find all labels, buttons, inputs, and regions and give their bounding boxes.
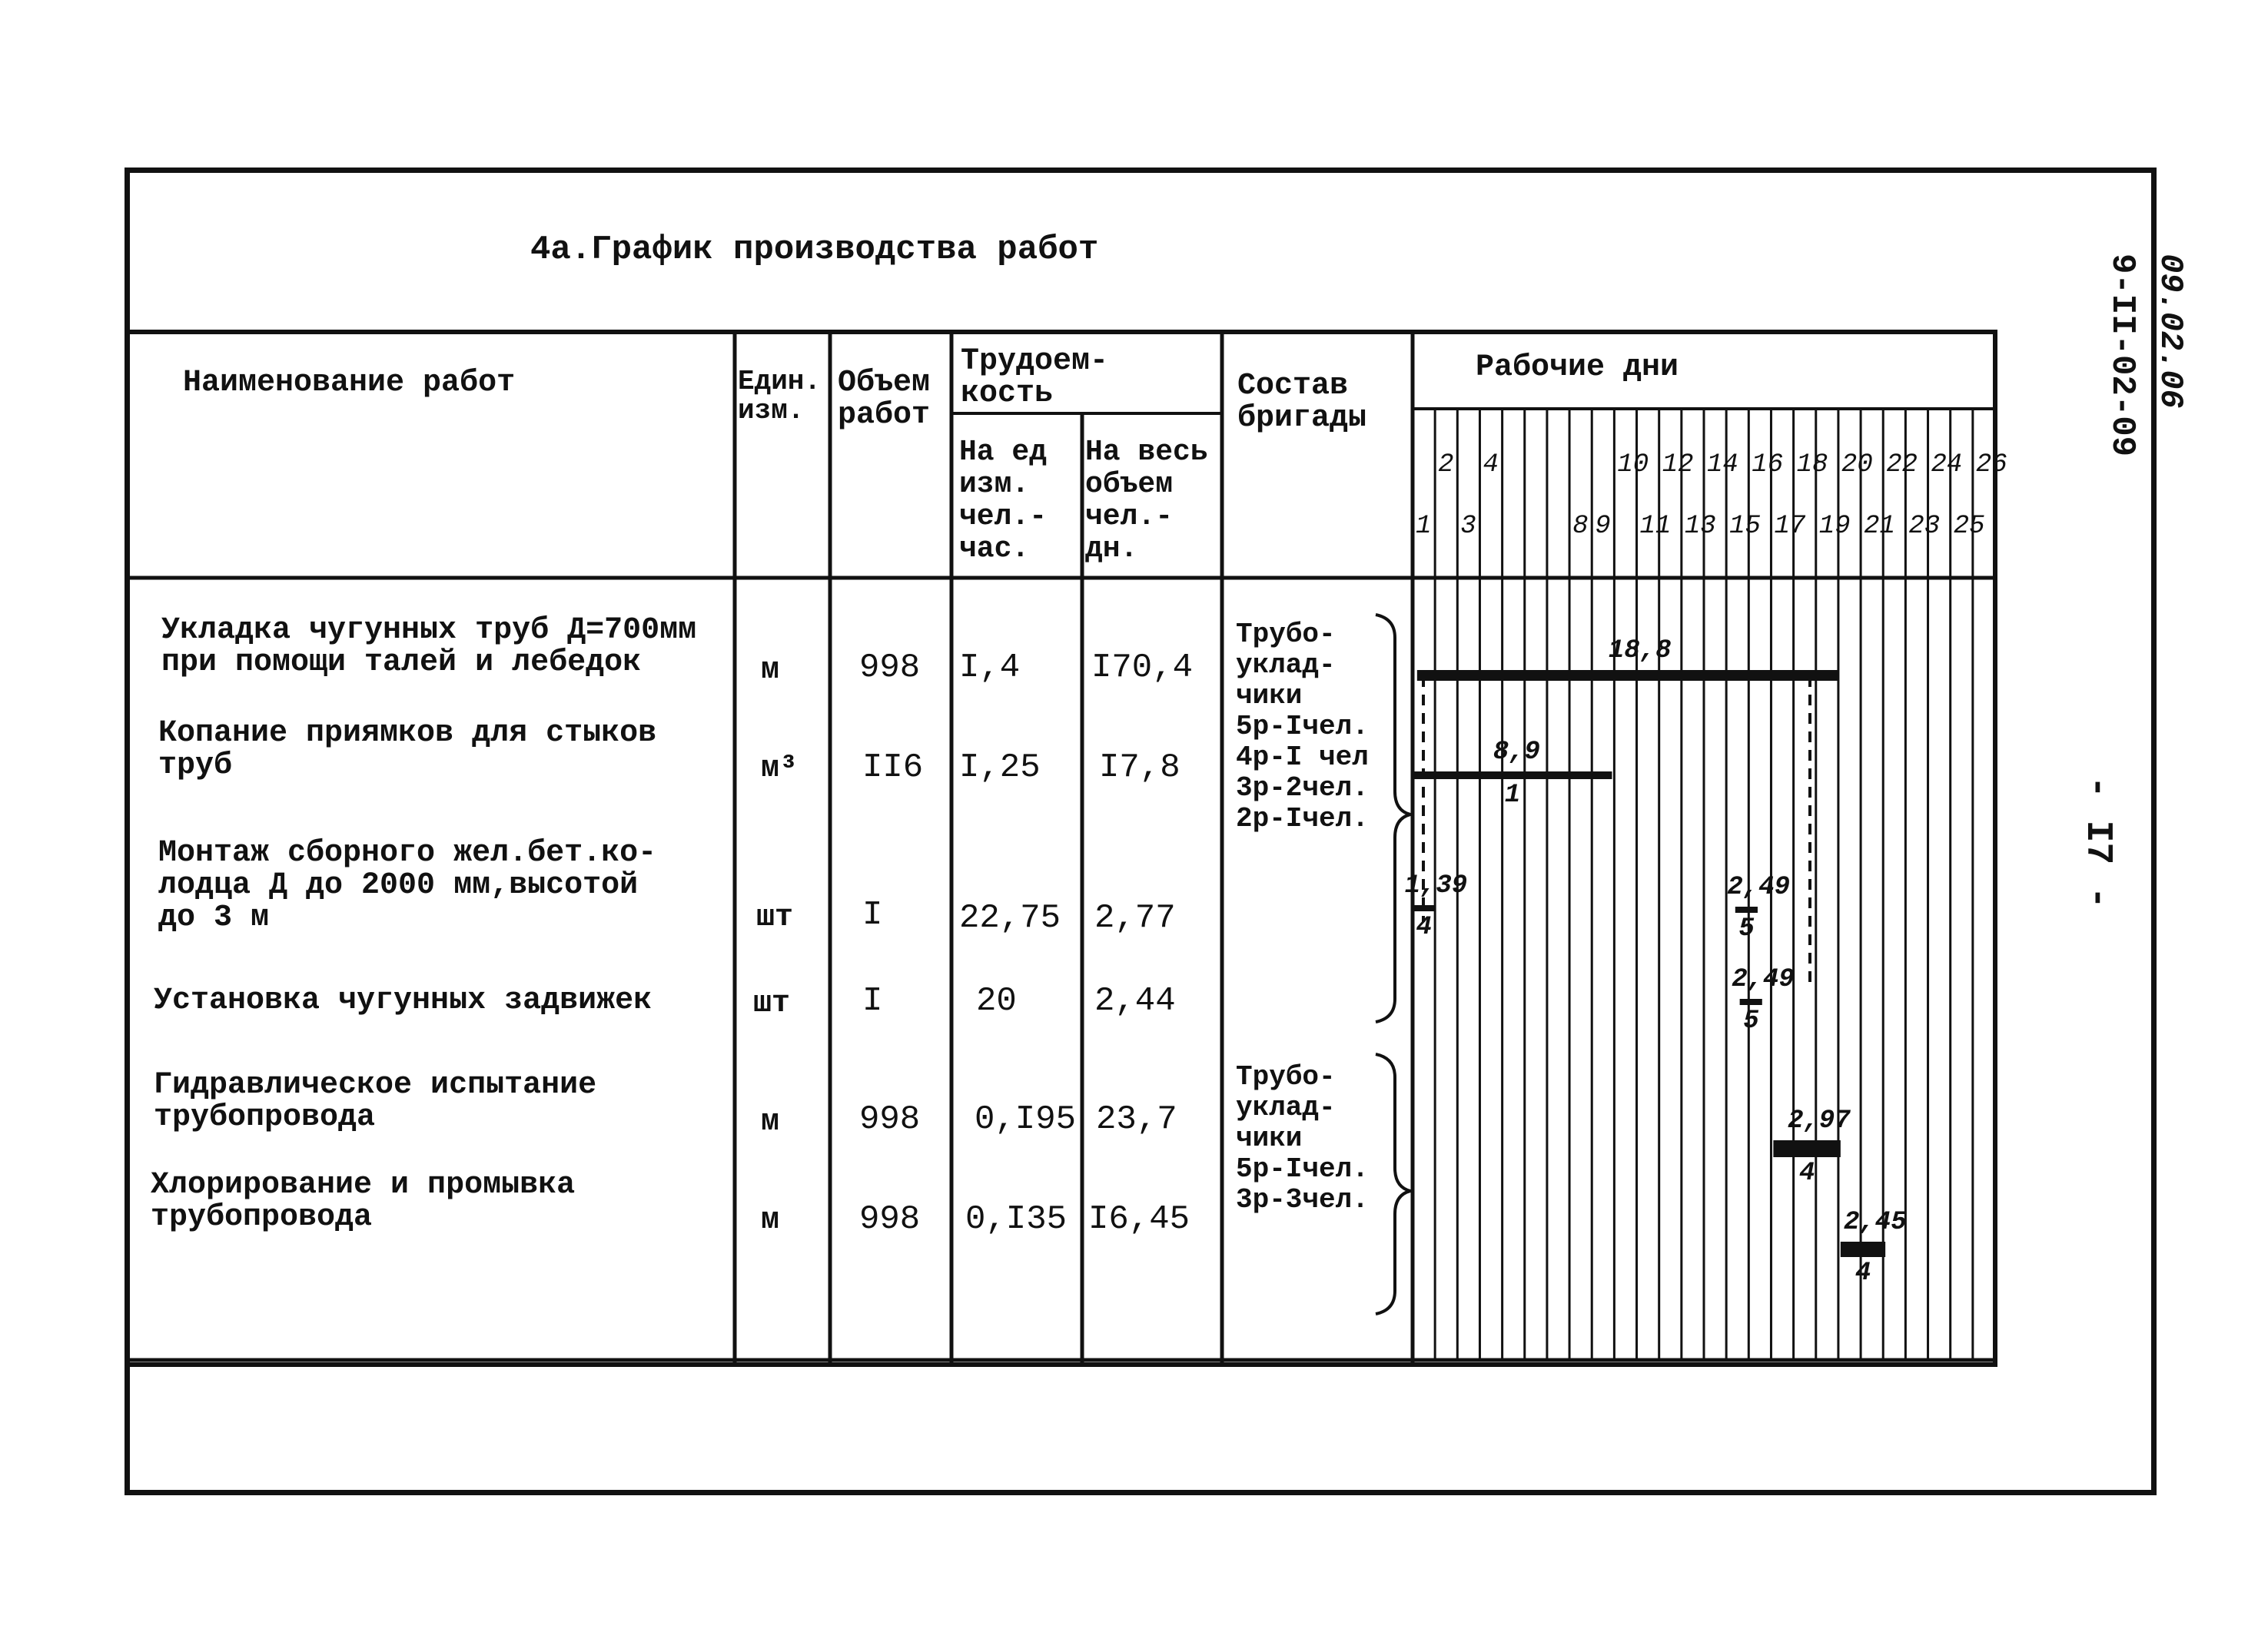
row-6-unit: м <box>761 1203 780 1238</box>
day-number-bottom: 1 <box>1416 512 1432 541</box>
document-date: 09.02.06 <box>2152 254 2189 409</box>
row-6-name: Хлорирование и промывка трубопровода <box>151 1168 576 1235</box>
day-number-bottom: 8 <box>1572 512 1589 541</box>
page-title: 4а.График производства работ <box>530 231 1099 269</box>
gantt-bar-label: 1,39 <box>1404 871 1468 901</box>
gantt-bar <box>1740 999 1762 1005</box>
header-labor-unit: На ед изм. чел.- час. <box>959 436 1048 566</box>
header-volume: Объем работ <box>838 366 931 433</box>
day-number-bottom: 3 <box>1460 512 1476 541</box>
row-2-labor-total: I7,8 <box>1099 748 1180 787</box>
crew-brace-2 <box>1376 1054 1410 1314</box>
row-5-labor-total: 23,7 <box>1096 1100 1177 1139</box>
row-4-volume: I <box>862 982 883 1020</box>
header-labor-total: На весь объем чел.- дн. <box>1085 436 1208 566</box>
header-work-name: Наименование работ <box>183 366 516 400</box>
day-number-top: 12 <box>1662 450 1694 479</box>
row-2-unit: м³ <box>761 751 799 786</box>
header-working-days: Рабочие дни <box>1476 350 1679 385</box>
day-number-bottom: 23 <box>1908 512 1941 541</box>
row-1-volume: 998 <box>859 649 921 687</box>
day-number-bottom: 11 <box>1639 512 1672 541</box>
day-number-top: 4 <box>1483 450 1499 479</box>
row-3-name: Монтаж сборного жел.бет.ко- лодца Д до 2000 мм,высотой до 3 м <box>158 836 657 935</box>
day-number-top: 20 <box>1841 450 1873 479</box>
header-unit: Един. изм. <box>738 366 822 426</box>
gantt-bar-label: 2,49 <box>1732 965 1795 994</box>
crew-group-1: Трубо- уклад- чики 5р-Iчел. 4р-I чел 3р-2чел. 2р-Iчел. <box>1236 619 1369 834</box>
day-number-top: 22 <box>1886 450 1918 479</box>
row-6-labor-total: I6,45 <box>1088 1200 1190 1239</box>
row-3-labor-unit: 22,75 <box>959 899 1061 937</box>
page-number: - I7 - <box>2077 776 2118 909</box>
day-number-top: 2 <box>1438 450 1454 479</box>
gantt-bar-label: 2,45 <box>1843 1208 1907 1237</box>
day-number-bottom: 9 <box>1595 512 1611 541</box>
row-1-name: Укладка чугунных труб Д=700мм при помощи талей и лебедок <box>161 613 697 680</box>
gantt-bar-label: 8,9 <box>1493 738 1540 767</box>
day-number-bottom: 21 <box>1864 512 1895 541</box>
row-2-volume: II6 <box>862 748 924 787</box>
row-3-volume: I <box>862 896 883 934</box>
day-number-bottom: 17 <box>1774 512 1806 541</box>
row-2-name: Копание приямков для стыков труб <box>158 716 657 783</box>
gantt-bar-label: 2,49 <box>1727 873 1791 902</box>
row-5-labor-unit: 0,I95 <box>975 1100 1077 1139</box>
row-4-labor-unit: 20 <box>976 982 1017 1020</box>
row-3-unit: шт <box>756 901 794 935</box>
gantt-bar-duration: 4 <box>1416 913 1432 942</box>
row-4-name: Установка чугунных задвижек <box>154 984 652 1018</box>
row-1-unit: м <box>761 653 780 688</box>
row-5-unit: м <box>761 1105 780 1139</box>
day-number-top: 14 <box>1707 450 1738 479</box>
gantt-bar-label: 18,8 <box>1608 636 1672 665</box>
crew-brace-1 <box>1376 615 1410 1022</box>
row-3-labor-total: 2,77 <box>1094 899 1176 937</box>
row-5-name: Гидравлическое испытание трубопровода <box>154 1068 597 1135</box>
row-4-unit: шт <box>753 987 791 1021</box>
row-6-labor-unit: 0,I35 <box>965 1200 1068 1239</box>
day-number-top: 16 <box>1752 450 1784 479</box>
gantt-bar-duration: 4 <box>1799 1159 1815 1188</box>
day-number-bottom: 13 <box>1684 512 1716 541</box>
gantt-bar-duration: 1 <box>1504 781 1521 810</box>
gantt-bar <box>1417 670 1838 681</box>
gantt-bar <box>1841 1242 1885 1257</box>
gantt-bar <box>1735 907 1758 913</box>
row-6-volume: 998 <box>859 1200 921 1239</box>
header-crew: Состав бригады <box>1237 369 1367 436</box>
row-2-labor-unit: I,25 <box>959 748 1041 787</box>
gantt-bar <box>1413 771 1612 779</box>
header-labor: Трудоем- кость <box>961 344 1109 411</box>
day-number-top: 10 <box>1617 450 1649 479</box>
gantt-bar-duration: 4 <box>1855 1259 1871 1288</box>
day-number-bottom: 15 <box>1729 512 1761 541</box>
gantt-bar <box>1773 1140 1840 1157</box>
gantt-bar-duration: 5 <box>1743 1007 1759 1036</box>
day-number-bottom: 19 <box>1818 512 1851 541</box>
day-number-top: 24 <box>1931 450 1963 479</box>
row-5-volume: 998 <box>859 1100 921 1139</box>
row-1-labor-unit: I,4 <box>959 649 1021 687</box>
day-number-bottom: 25 <box>1953 512 1985 541</box>
crew-group-2: Трубо- уклад- чики 5р-Iчел. 3р-3чел. <box>1236 1061 1369 1216</box>
day-number-top: 18 <box>1796 450 1828 479</box>
day-number-top: 26 <box>1975 450 2007 479</box>
gantt-bar-duration: 5 <box>1738 914 1755 944</box>
row-4-labor-total: 2,44 <box>1094 982 1176 1020</box>
gantt-bar-label: 2,97 <box>1788 1106 1851 1136</box>
row-1-labor-total: I70,4 <box>1091 649 1194 687</box>
document-code: 9-II-02-09 <box>2103 254 2141 457</box>
